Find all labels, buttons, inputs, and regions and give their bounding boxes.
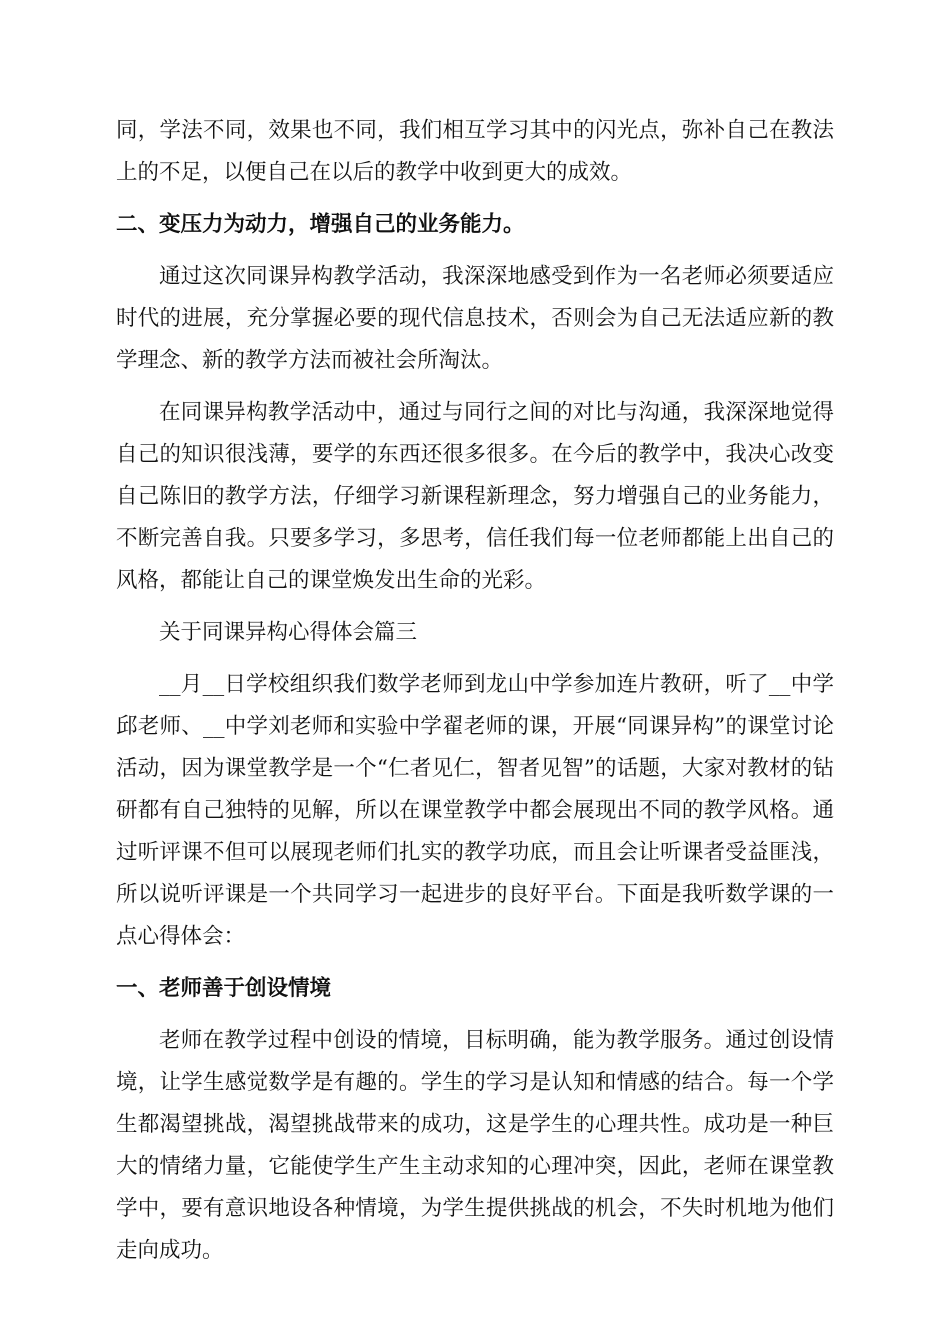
paragraph-adapt-times: 通过这次同课异构教学活动，我深深地感受到作为一名老师必须要适应时代的进展，充分掌握必要的现代信息技术，否则会为自己无法适应新的教学理念、新的教学方法而被社会所淘汰。: [116, 264, 834, 373]
document-body: [116, 110, 834, 1282]
paragraph-continued: 同，学法不同，效果也不同，我们相互学习其中的闪光点，弥补自己在教法上的不足，以便自己在以后的教学中收到更大的成效。: [116, 118, 834, 185]
section-heading-one: 一、老师善于创设情境: [116, 976, 332, 1001]
section-heading-two: 二、变压力为动力，增强自己的业务能力。: [116, 212, 525, 237]
article-subtitle: 关于同课异构心得体会篇三: [159, 620, 418, 645]
paragraph-create-situation: 老师在教学过程中创设的情境，目标明确，能为教学服务。通过创设情境，让学生感觉数学是有趣的。学生的学习是认知和情感的结合。每一个学生都渴望挑战，渴望挑战带来的成功，这是学生的心理共性。成功是一种巨大的情绪力量，它能使学生产生主动求知的心理冲突，因此，老师在课堂教学中，要有意识地设各种情境，为学生提供挑战的机会，不失时机地为他们走向成功。: [116, 1028, 834, 1263]
paragraph-compare-communicate: 在同课异构教学活动中，通过与同行之间的对比与沟通，我深深地觉得自己的知识很浅薄，要学的东西还很多很多。在今后的教学中，我决心改变自己陈旧的教学方法，仔细学习新课程新理念，努力增强自己的业务能力，不断完善自我。只要多学习，多思考，信任我们每一位老师都能上出自己的风格，都能让自己的课堂焕发出生命的光彩。: [116, 400, 834, 593]
paragraph-teaching-research: __月__日学校组织我们数学老师到龙山中学参加连片教研，听了__中学邱老师、__中学刘老师和实验中学翟老师的课，开展“同课异构”的课堂讨论活动，因为课堂教学是一个“仁者见仁，智者见智”的话题，大家对教材的钻研都有自己独特的见解，所以在课堂教学中都会展现出不同的教学风格。通过听评课不但可以展现老师们扎实的教学功底，而且会让听课者受益匪浅，所以说听评课是一个共同学习一起进步的良好平台。下面是我听数学课的一点心得体会：: [116, 672, 834, 949]
